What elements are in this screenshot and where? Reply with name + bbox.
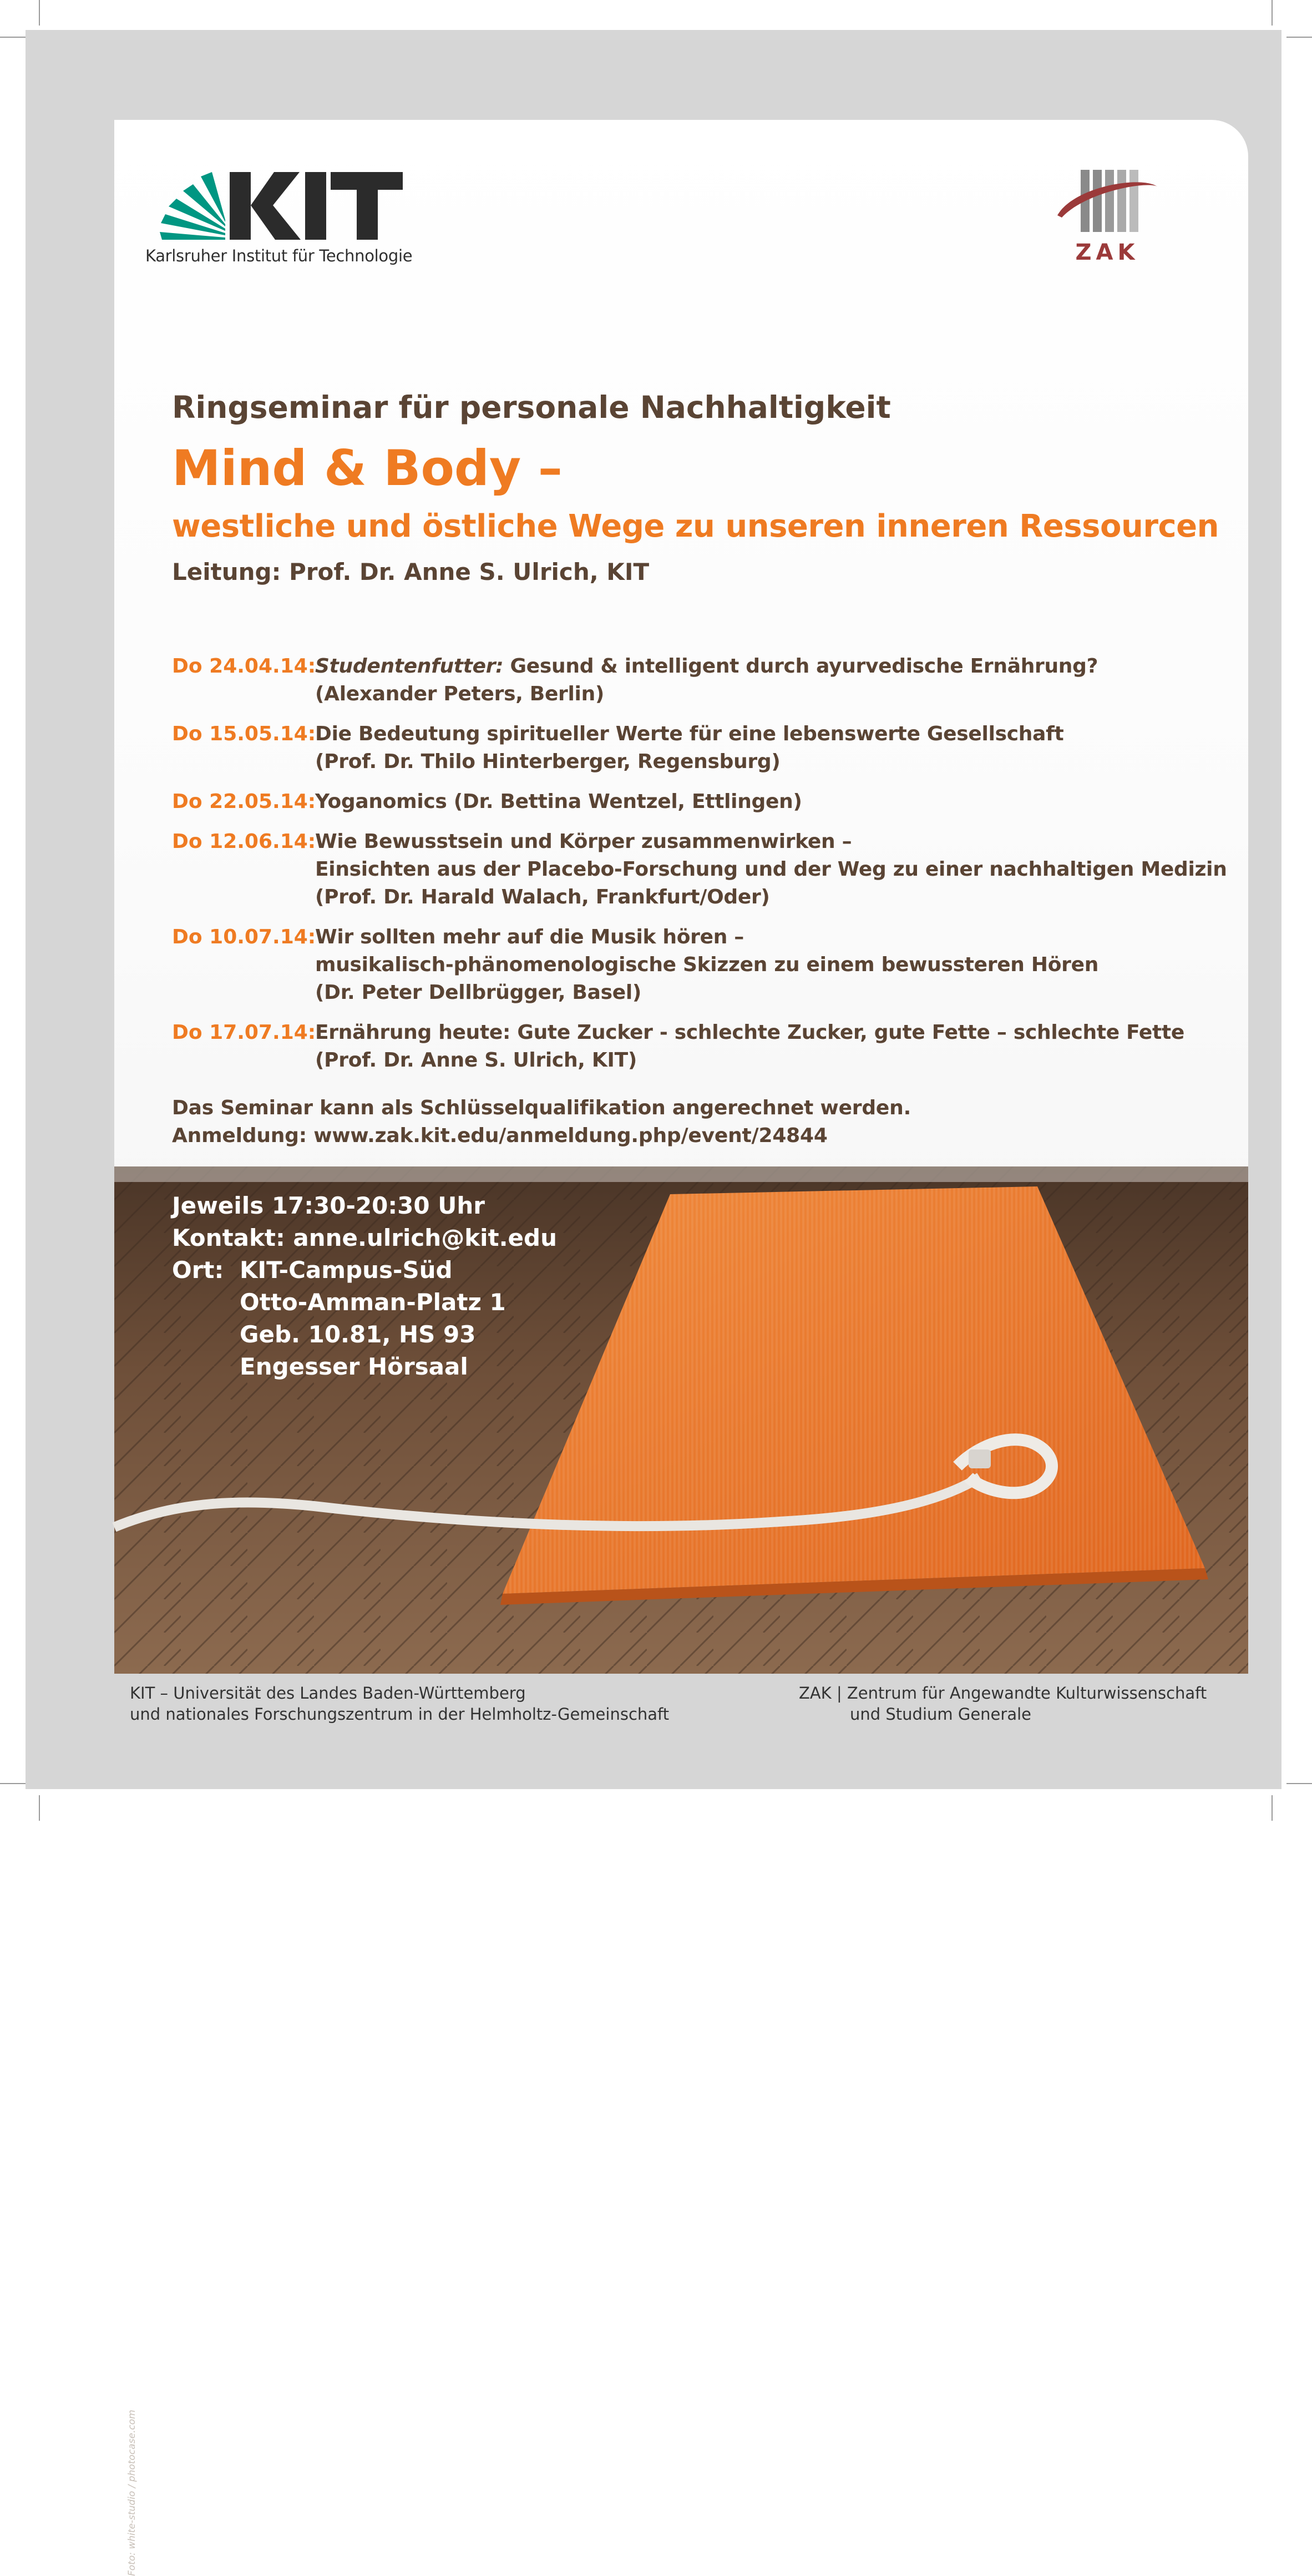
event-item <box>172 720 1226 776</box>
event-topic: Wir sollten mehr auf die Musik hören – <box>315 926 744 948</box>
footer-zak-line: ZAK | Zentrum für Angewandte Kulturwissenschaft <box>799 1684 1207 1703</box>
event-date: Do 24.04.14: <box>172 655 316 678</box>
event-date: Do 10.07.14: <box>172 926 316 948</box>
crop-mark <box>39 0 40 26</box>
photo-credit: Foto: white-studio / photocase.com <box>126 2410 138 2576</box>
event-details <box>315 1019 1184 1074</box>
zak-label: ZAK <box>1075 240 1139 265</box>
event-line <box>315 653 1098 680</box>
footer-kit <box>130 1683 669 1725</box>
event-item <box>172 788 1226 816</box>
location-label: Ort: <box>172 1256 224 1284</box>
main-title: Mind & Body – <box>172 440 563 497</box>
event-details <box>315 923 1098 1007</box>
crop-mark <box>39 1795 40 1821</box>
footer-kit-line: KIT – Universität des Landes Baden-Württemberg <box>130 1684 526 1703</box>
event-topic-continued: Einsichten aus der Placebo-Forschung und der Weg zu einer nachhaltigen Medizin <box>315 858 1227 881</box>
event-details <box>315 788 802 816</box>
registration-link[interactable]: Anmeldung: www.zak.kit.edu/anmeldung.php/event/24844 <box>172 1124 828 1147</box>
event-date: Do 15.05.14: <box>172 723 316 745</box>
location <box>172 1254 557 1383</box>
footer-kit-line: und nationales Forschungszentrum in der Helmholtz-Gemeinschaft <box>130 1705 670 1724</box>
series-title: Ringseminar für personale Nachhaltigkeit <box>172 390 891 425</box>
event-topic: Wie Bewusstsein und Körper zusammenwirken – <box>315 830 852 853</box>
event-time: Jeweils 17:30-20:30 Uhr <box>172 1192 485 1219</box>
event-item <box>172 923 1226 1007</box>
event-italic-prefix: Studentenfutter: <box>315 655 504 678</box>
kit-subtitle: Karlsruher Institut für Technologie <box>145 246 413 265</box>
event-speaker: (Alexander Peters, Berlin) <box>315 683 605 705</box>
event-details <box>315 720 1063 776</box>
event-topic: Yoganomics (Dr. Bettina Wentzel, Ettlingen) <box>315 790 802 813</box>
credit-info: Das Seminar kann als Schlüsselqualifikation angerechnet werden. <box>172 1097 911 1119</box>
crop-mark <box>1272 1795 1273 1821</box>
location-line: Geb. 10.81, HS 93 <box>240 1321 476 1348</box>
leitung: Leitung: Prof. Dr. Anne S. Ulrich, KIT <box>172 558 650 585</box>
event-item <box>172 1019 1226 1074</box>
event-item <box>172 653 1226 708</box>
event-details <box>315 828 1227 911</box>
footer-zak <box>799 1683 1207 1725</box>
event-topic: Die Bedeutung spiritueller Werte für eine lebenswerte Gesellschaft <box>315 723 1064 745</box>
event-schedule <box>172 653 1226 1087</box>
location-line: KIT-Campus-Süd <box>240 1256 453 1284</box>
event-speaker: (Prof. Dr. Harald Walach, Frankfurt/Oder) <box>315 886 770 908</box>
subtitle: westliche und östliche Wege zu unseren inneren Ressourcen <box>172 508 1219 544</box>
contact-email[interactable]: Kontakt: anne.ulrich@kit.edu <box>172 1224 558 1251</box>
crop-mark <box>1272 0 1273 26</box>
event-speaker: (Dr. Peter Dellbrügger, Basel) <box>315 981 642 1004</box>
event-topic: Ernährung heute: Gute Zucker - schlechte Zucker, gute Fette – schlechte Fette <box>315 1021 1184 1044</box>
registration-note <box>172 1094 911 1150</box>
location-details <box>240 1254 506 1383</box>
crop-mark <box>1286 1783 1312 1784</box>
event-date: Do 22.05.14: <box>172 790 316 813</box>
crop-mark <box>0 37 26 38</box>
event-details <box>315 653 1098 708</box>
event-topic: Gesund & intelligent durch ayurvedische Ernährung? <box>503 655 1098 678</box>
event-topic-continued: musikalisch-phänomenologische Skizzen zu einem bewussteren Hören <box>315 953 1099 976</box>
event-date: Do 12.06.14: <box>172 830 316 853</box>
location-line: Otto-Amman-Platz 1 <box>240 1289 506 1316</box>
crop-mark <box>0 1783 26 1784</box>
event-speaker: (Prof. Dr. Anne S. Ulrich, KIT) <box>315 1049 637 1072</box>
location-line: Engesser Hörsaal <box>240 1353 468 1380</box>
event-item <box>172 828 1226 911</box>
event-info <box>172 1190 557 1383</box>
crop-mark <box>1286 37 1312 38</box>
footer-zak-line: und Studium Generale <box>850 1705 1031 1724</box>
event-date: Do 17.07.14: <box>172 1021 316 1044</box>
event-speaker: (Prof. Dr. Thilo Hinterberger, Regensburg) <box>315 750 781 773</box>
poster-background <box>26 30 1281 2576</box>
